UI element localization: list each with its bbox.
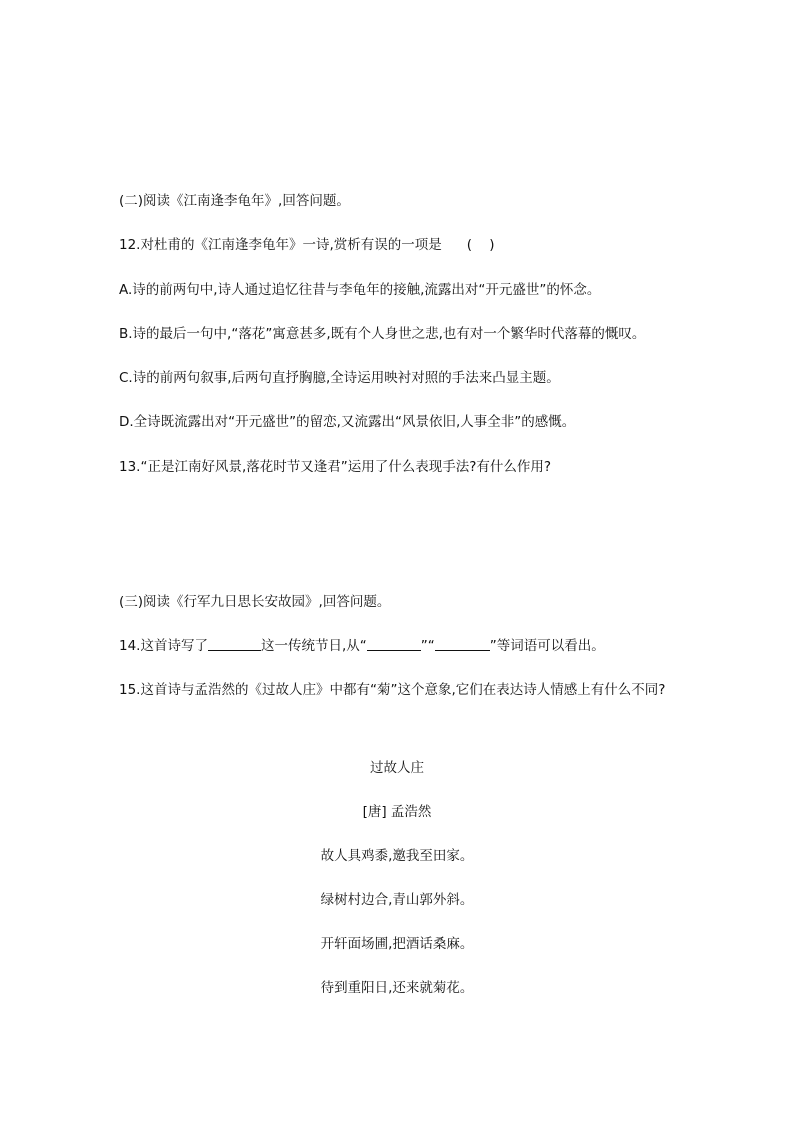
answer-blank-festival[interactable] <box>208 636 261 651</box>
question-13: 13.“正是江南好风景,落花时节又逢君”运用了什么表现手法?有什么作用? <box>119 459 552 475</box>
poem-author: [唐] 孟浩然 <box>362 804 432 820</box>
question-12-stem: 12.对杜甫的《江南逢李龟年》一诗,赏析有误的一项是 <box>119 237 442 253</box>
answer-blank-word-2[interactable] <box>435 636 490 651</box>
question-14-part2: 这一传统节日,从“ <box>260 638 367 654</box>
option-c: C.诗的前两句叙事,后两句直抒胸臆,全诗运用映衬对照的手法来凸显主题。 <box>119 370 560 386</box>
poem-line: 绿树村边合,青山郭外斜。 <box>320 892 474 908</box>
answer-bracket: ( ) <box>466 237 495 253</box>
question-15: 15.这首诗与孟浩然的《过故人庄》中都有“菊”这个意象,它们在表达诗人情感上有什么不同? <box>119 682 666 698</box>
question-14 <box>119 636 605 656</box>
question-14-part3: ”“ <box>420 638 435 654</box>
answer-blank-word-1[interactable] <box>367 636 421 651</box>
option-b: B.诗的最后一句中,“落花”寓意甚多,既有个人身世之悲,也有对一个繁华时代落幕的慨叹。 <box>119 326 646 342</box>
section2-heading: (二)阅读《江南逢李龟年》,回答问题。 <box>119 193 350 209</box>
option-a: A.诗的前两句中,诗人通过追忆往昔与李龟年的接触,流露出对“开元盛世”的怀念。 <box>119 282 601 298</box>
poem-line: 开轩面场圃,把酒话桑麻。 <box>320 936 474 952</box>
question-12 <box>119 235 494 255</box>
poem-line: 故人具鸡黍,邀我至田家。 <box>320 848 474 864</box>
question-14-part1: 14.这首诗写了 <box>119 638 208 654</box>
option-d: D.全诗既流露出对“开元盛世”的留恋,又流露出“风景依旧,人事全非”的感慨。 <box>119 414 576 430</box>
section3-heading: (三)阅读《行军九日思长安故园》,回答问题。 <box>119 594 391 610</box>
poem-title: 过故人庄 <box>370 760 424 776</box>
question-14-part4: ”等词语可以看出。 <box>489 638 605 654</box>
poem-line: 待到重阳日,还来就菊花。 <box>320 980 474 996</box>
